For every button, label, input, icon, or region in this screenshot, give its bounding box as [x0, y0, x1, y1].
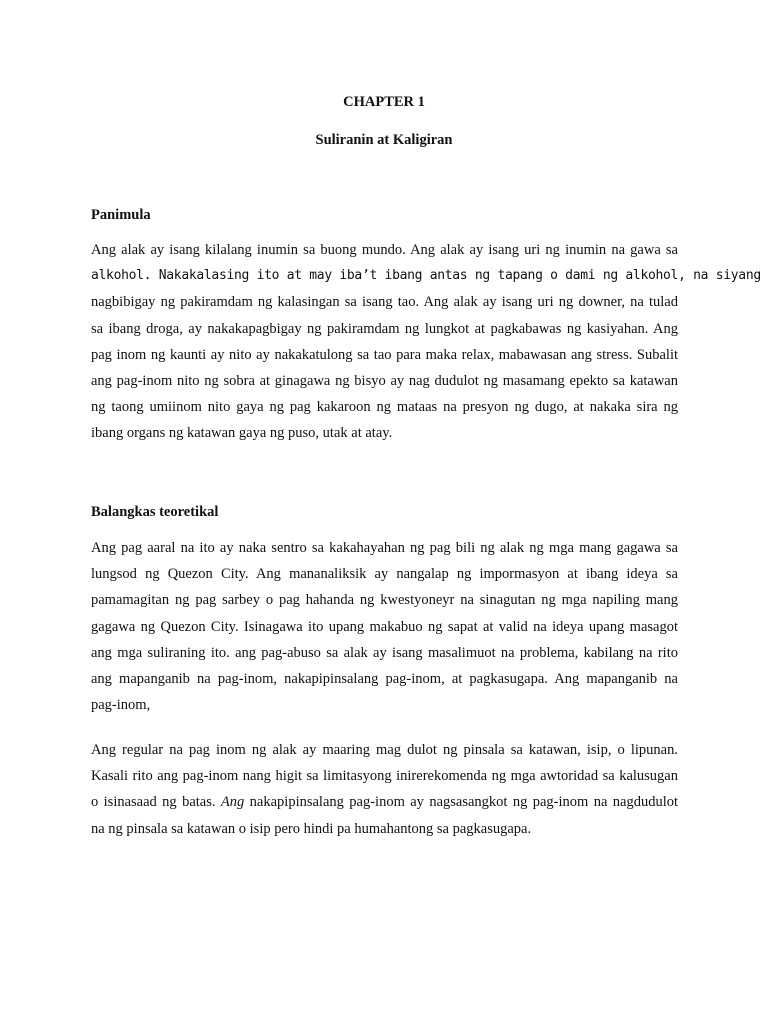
paragraph-line: ang mga suliraning ito. ang pag-abuso sa alak ay isang masalimuot na problema, kabilang na rito [91, 644, 678, 661]
paragraph-line: Ang alak ay isang kilalang inumin sa buong mundo. Ang alak ay isang uri ng inumin na gawa sa [91, 242, 678, 258]
paragraph-line: pag inom ng kaunti ay nito ay nakakatulong sa tao para maka relax, mabawasan ang stress. Subalit [91, 346, 678, 363]
paragraph-line: pamamagitan ng pag sarbey o pag hahanda ng kwestyoneyr na sinagutan ng mga napiling mang [91, 592, 678, 609]
section-heading-balangkas-teoretikal: Balangkas teoretikal [91, 504, 219, 520]
paragraph-line: nagbibigay ng pakiramdam ng kalasingan sa isang tao. Ang alak ay isang uri ng downer, na tulad [91, 294, 678, 311]
italic-word: Ang [220, 794, 245, 811]
paragraph-line: gagawa ng Quezon City. Isinagawa ito upang makabuo ng sapat at valid na ideya upang masagot [91, 618, 678, 635]
paragraph-line [91, 789, 678, 815]
paragraph-line: alkohol. Nakakalasing ito at may iba’t ibang antas ng tapang o dami ng alkohol, na siyang [91, 268, 761, 284]
paragraph-line: ang mapanganib na pag-inom, nakapipinsalang pag-inom, at pagkasugapa. Ang mapanganib na [91, 670, 678, 687]
paragraph-line: Ang regular na pag inom ng alak ay maaring mag dulot ng pinsala sa katawan, isip, o lipunan. [91, 742, 678, 758]
paragraph-line: ng taong umiinom nito gaya ng pag kakaroon ng mataas na presyon ng dugo, at nakaka sira ng [91, 399, 678, 416]
line-segment: nakapipinsalang pag-inom ay nagsasangkot ng pag-inom na nagdudulot [249, 794, 679, 811]
paragraph-line: ibang organs ng katawan gaya ng puso, utak at atay. [91, 425, 393, 442]
line-segment: o isinasaad ng batas. [91, 794, 216, 811]
chapter-title: CHAPTER 1 [343, 94, 425, 110]
section-heading-panimula: Panimula [91, 207, 151, 223]
paragraph-panimula [91, 237, 761, 447]
chapter-subtitle: Suliranin at Kaligiran [315, 132, 453, 148]
paragraph-line: pag-inom, [91, 697, 151, 714]
paragraph-balangkas-1 [91, 535, 678, 718]
paragraph-line: Ang pag aaral na ito ay naka sentro sa kakahayahan ng pag bili ng alak ng mga mang gagawa sa [91, 540, 678, 556]
paragraph-balangkas-2 [91, 737, 678, 842]
paragraph-line: sa ibang droga, ay nakakapagbigay ng pakiramdam ng lungkot at pagkabawas ng kasiyahan. Ang [91, 320, 678, 337]
paragraph-line: Kasali rito ang pag-inom nang higit sa limitasyong inirerekomenda ng mga awtoridad sa kalusugan [91, 768, 678, 785]
paragraph-line: na ng pinsala sa katawan o isip pero hindi pa humahantong sa pagkasugapa. [91, 820, 532, 837]
paragraph-line: ang pag-inom nito ng sobra at ginagawa ng bisyo ay nag dudulot ng masamang epekto sa katawan [91, 372, 678, 389]
paragraph-line: lungsod ng Quezon City. Ang mananaliksik ay nangalap ng impormasyon at ibang ideya sa [91, 566, 678, 583]
